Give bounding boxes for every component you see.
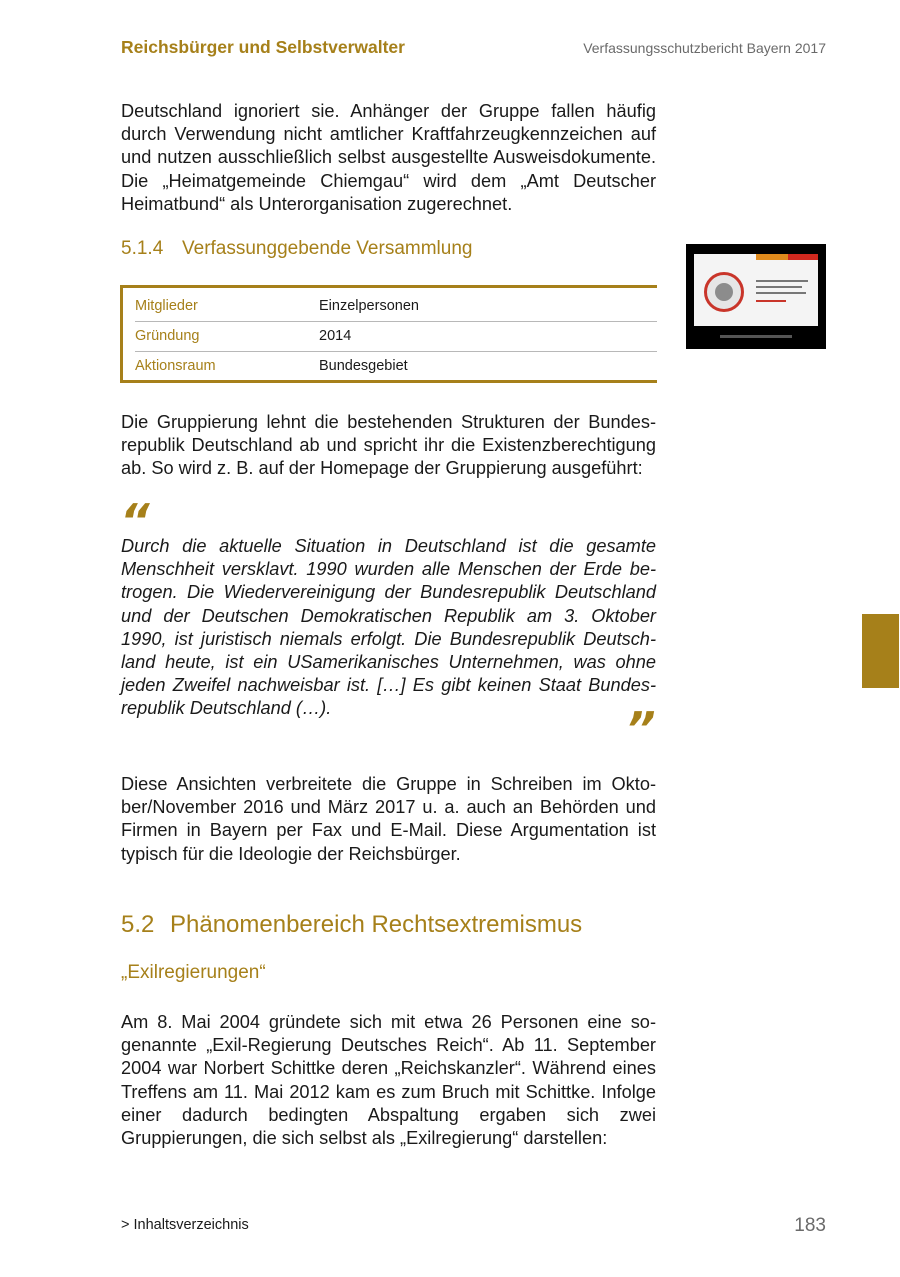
homepage-screenshot-image <box>686 244 826 349</box>
table-of-contents-link[interactable]: > Inhaltsverzeichnis <box>121 1217 249 1233</box>
chapter-thumb-tab <box>862 614 899 688</box>
screenshot-text-line <box>756 292 806 294</box>
paragraph <box>121 1011 656 1150</box>
seal-icon <box>704 272 744 312</box>
screenshot-banner-red <box>788 254 818 260</box>
section-number: 5.2 <box>121 911 155 938</box>
info-value: Bundesgebiet <box>319 358 408 374</box>
screenshot-text-line <box>756 300 786 302</box>
info-label: Aktionsraum <box>135 358 216 374</box>
paragraph <box>121 100 656 216</box>
info-value: 2014 <box>319 328 352 344</box>
screenshot-text-line <box>756 286 802 288</box>
info-row <box>135 351 657 379</box>
info-row <box>135 291 657 322</box>
quote-open-icon: “ <box>120 494 150 548</box>
subheading: „Exilregierungen“ <box>121 962 266 983</box>
info-box <box>120 285 657 383</box>
seal-emblem <box>715 283 733 301</box>
paragraph-text: Deutschland ignoriert sie. Anhänger der Gruppe fallen häufig durch Verwendung nicht amtlicher Kraftfahrzeugkennzeichen auf und nutzen ausschließlich selbst ausgestellte Ausweisdokumente. Die „Heimatgemeinde Chiemgau“ wird dem „Amt Deutscher Heimatbund“ als Unterorganisation zugerechnet. <box>121 101 656 214</box>
info-row <box>135 321 657 352</box>
paragraph-text: Diese Ansichten verbreitete die Gruppe in Schreiben im Oktober/November 2016 und März 2017 u. a. auch an Behörden und Firmen in Bayern per Fax und E-Mail. Diese Argumentation ist typisch für die Ideologie der Reichsbürger. <box>121 774 656 864</box>
quote-close-icon: ” <box>626 702 656 756</box>
section-number: 5.1.4 <box>121 238 164 259</box>
page-number: 183 <box>794 1215 826 1236</box>
paragraph-text: Am 8. Mai 2004 gründete sich mit etwa 26 Personen eine sogenannte „Exil-Regierung Deutsches Reich“. Ab 11. September 2004 war Norbert Schittke deren „Reichskanzler“. Während eines Treffens am 11. Mai 2012 kam es zum Bruch mit Schittke. Infolge einer dadurch bedingten Abspaltung ergaben sich zwei Gruppierungen, die sich selbst als „Exilregierung“ darstellen: <box>121 1012 656 1149</box>
info-value: Einzelpersonen <box>319 298 419 314</box>
section-heading-5-1-4 <box>121 238 472 260</box>
screenshot-banner-orange <box>756 254 788 260</box>
screenshot-footer-line <box>720 335 792 338</box>
paragraph <box>121 773 656 866</box>
running-header-publication: Verfassungsschutzbericht Bayern 2017 <box>583 40 826 56</box>
info-label: Mitglieder <box>135 298 198 314</box>
quotation: Durch die aktuelle Situation in Deutschland ist die gesamte Menschheit versklavt. 1990 wurden alle Menschen der Erde betrogen. Die Wiedervereinigung der Bundesrepublik Deutschland und der Deutschen Demokratischen Republik am 3. Oktober 1990, ist juristisch niemals erfolgt. Die Bundesrepublik Deutschland heute, ist ein USamerikanisches Unternehmen, was ohne jeden Zweifel nachweisbar ist. […] Es gibt keinen Staat Bundesrepublik Deutschland (…). <box>121 536 656 719</box>
paragraph <box>121 411 656 481</box>
section-heading-5-2 <box>121 911 582 939</box>
paragraph-text: Die Gruppierung lehnt die bestehenden Strukturen der Bundesrepublik Deutschland ab und spricht ihr die Existenzberechtigung ab. So wird z. B. auf der Homepage der Gruppierung ausgeführt: <box>121 412 656 479</box>
info-label: Gründung <box>135 328 200 344</box>
running-header-chapter: Reichsbürger und Selbstverwalter <box>121 37 405 57</box>
section-title: Phänomenbereich Rechtsextremismus <box>170 911 583 938</box>
screenshot-text-line <box>756 280 808 282</box>
section-title: Verfassunggebende Versammlung <box>182 238 473 259</box>
